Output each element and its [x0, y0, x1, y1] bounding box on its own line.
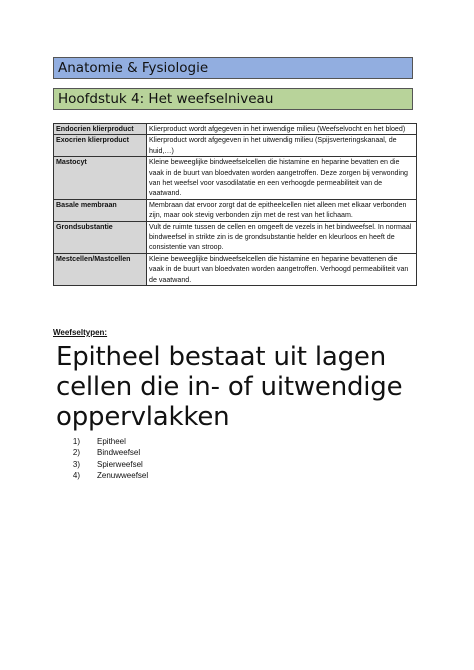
table-row [54, 221, 417, 253]
subject-banner: Anatomie & Fysiologie [53, 57, 413, 79]
epithelium-heading: Epitheel bestaat uit lagen cellen die in- of uitwendige oppervlakken [56, 342, 403, 432]
description-cell: Kleine beweeglijke bindweefselcellen die histamine en heparine bevattenen die vaak in de buurt van bloedvaten worden aangetroffen. Verhoogd permeabiliteit van de vaatwand. [147, 253, 417, 285]
description-cell: Membraan dat ervoor zorgt dat de epitheelcellen niet alleen met elkaar verbonden zijn, maar ook stevig verbonden zijn met de rest van het lichaam. [147, 199, 417, 221]
term-cell: Grondsubstantie [54, 221, 147, 253]
term-cell: Exocrien klierproduct [54, 135, 147, 157]
description-cell: Kleine beweeglijke bindweefselcellen die histamine en heparine bevatten en die vaak in de buurt van bloedvaten worden aangetroffen. Deze zorgen bij verwonding van het weefsel voor vasodilatatie en een verhoogde permeabiliteit van de vaatwand. [147, 157, 417, 200]
list-text: Zenuwweefsel [97, 470, 149, 480]
term-cell: Basale membraan [54, 199, 147, 221]
list-item [53, 447, 148, 458]
tissue-types-list [53, 436, 148, 481]
definitions-table [53, 123, 417, 286]
description-cell: Klierproduct wordt afgegeven in het inwendige milieu (Weefselvocht en het bloed) [147, 124, 417, 135]
list-item [53, 436, 148, 447]
table-row [54, 199, 417, 221]
term-cell: Endocrien klierproduct [54, 124, 147, 135]
term-cell: Mastocyt [54, 157, 147, 200]
list-number: 1) [72, 437, 80, 446]
list-number: 4) [72, 470, 80, 480]
list-text: Epitheel [97, 437, 126, 446]
list-number: 2) [72, 448, 80, 458]
list-item [53, 459, 148, 470]
tissue-types-label: Weefseltypen: [53, 328, 108, 337]
term-cell: Mestcellen/Mastcellen [54, 253, 147, 285]
list-text: Bindweefsel [97, 448, 141, 458]
table-row [54, 157, 417, 200]
list-text: Spierweefsel [97, 459, 143, 469]
chapter-banner: Hoofdstuk 4: Het weefselniveau [53, 88, 413, 110]
description-cell: Klierproduct wordt afgegeven in het uitwendig milieu (Spijsverteringskanaal, de huid,…) [147, 135, 417, 157]
table-row [54, 135, 417, 157]
table-row [54, 124, 417, 135]
description-cell: Vult de ruimte tussen de cellen en omgeeft de vezels in het bindweefsel. In normaal bindweefsel in strikte zin is de grondsubstantie helder en kleurloos en heeft de consistentie van stroop. [147, 221, 417, 253]
list-item [53, 470, 148, 481]
table-row [54, 253, 417, 285]
list-number: 3) [72, 459, 80, 469]
